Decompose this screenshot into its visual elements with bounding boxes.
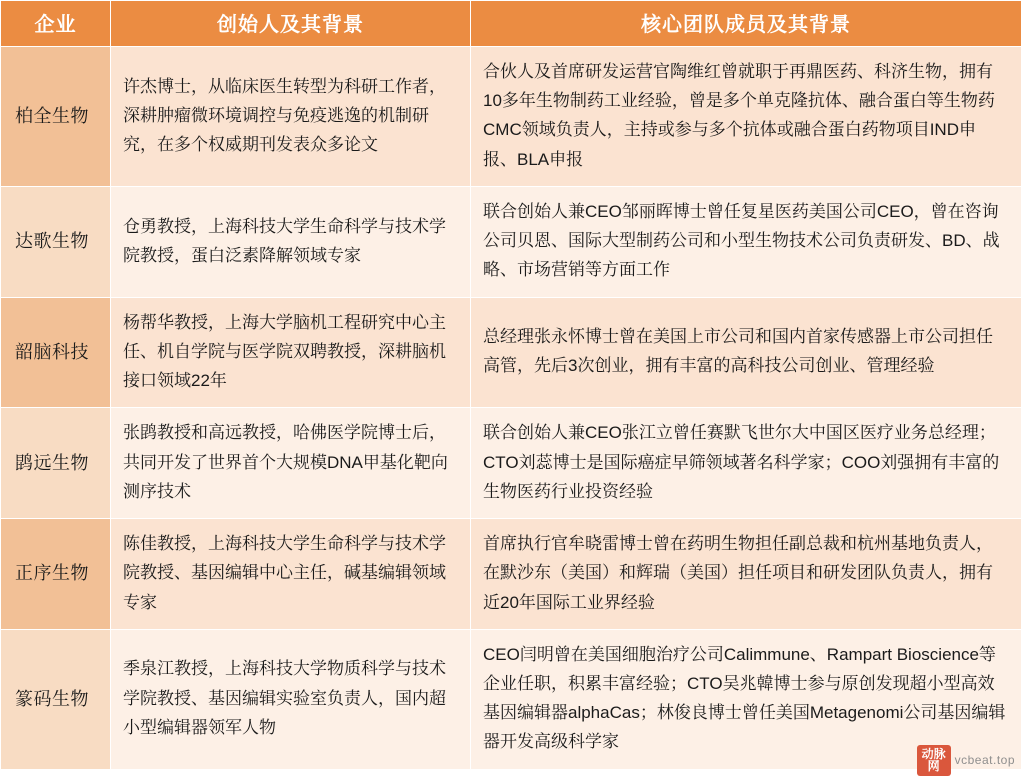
- cell-founder: 杨帮华教授，上海大学脑机工程研究中心主任、机自学院与医学院双聘教授，深耕脑机接口领域22年: [111, 297, 471, 408]
- table-row: [1, 297, 1021, 408]
- cell-company: 达歌生物: [1, 186, 111, 297]
- cell-team: 联合创始人兼CEO邹丽晖博士曾任复星医药美国公司CEO，曾在咨询公司贝恩、国际大型制药公司和小型生物技术公司负责研发、BD、战略、市场营销等方面工作: [471, 186, 1021, 297]
- cell-company: 韶脑科技: [1, 297, 111, 408]
- watermark-text: vcbeat.top: [954, 753, 1015, 768]
- column-header-team: 核心团队成员及其背景: [471, 1, 1021, 47]
- cell-team: 合伙人及首席研发运营官陶维红曾就职于再鼎医药、科济生物，拥有10多年生物制药工业经验，曾是多个单克隆抗体、融合蛋白等生物药CMC领域负责人，主持或参与多个抗体或融合蛋白药物项目IND申报、BLA申报: [471, 47, 1021, 187]
- table-row: [1, 47, 1021, 187]
- cell-company: 鹍远生物: [1, 408, 111, 519]
- cell-founder: 许杰博士，从临床医生转型为科研工作者，深耕肿瘤微环境调控与免疫逃逸的机制研究，在多个权威期刊发表众多论文: [111, 47, 471, 187]
- cell-founder: 仓勇教授，上海科技大学生命科学与技术学院教授，蛋白泛素降解领域专家: [111, 186, 471, 297]
- cell-team: CEO闫明曾在美国细胞治疗公司Calimmune、Rampart Bioscience等企业任职，积累丰富经验；CTO吴兆韓博士参与原创发现超小型高效基因编辑器alphaCas；林俊良博士曾任美国Metagenomi公司基因编辑器开发高级科学家: [471, 629, 1021, 769]
- cell-founder: 张鹍教授和高远教授，哈佛医学院博士后，共同开发了世界首个大规模DNA甲基化靶向测序技术: [111, 408, 471, 519]
- watermark-logo: 动脉网: [917, 745, 951, 776]
- cell-team: 总经理张永怀博士曾在美国上市公司和国内首家传感器上市公司担任高管，先后3次创业，拥有丰富的高科技公司创业、管理经验: [471, 297, 1021, 408]
- table-body: [1, 47, 1021, 770]
- cell-founder: 陈佳教授，上海科技大学生命科学与技术学院教授、基因编辑中心主任，碱基编辑领域专家: [111, 519, 471, 630]
- column-header-company: 企业: [1, 1, 111, 47]
- table-row: [1, 408, 1021, 519]
- cell-company: 篆码生物: [1, 629, 111, 769]
- table-row: [1, 186, 1021, 297]
- cell-founder: 季泉江教授，上海科技大学物质科学与技术学院教授、基因编辑实验室负责人，国内超小型编辑器领军人物: [111, 629, 471, 769]
- header-row: [1, 1, 1021, 47]
- cell-team: 首席执行官牟晓雷博士曾在药明生物担任副总裁和杭州基地负责人，在默沙东（美国）和辉瑞（美国）担任项目和研发团队负责人，拥有近20年国际工业界经验: [471, 519, 1021, 630]
- cell-company: 柏全生物: [1, 47, 111, 187]
- table-row: [1, 519, 1021, 630]
- table-header: [1, 1, 1021, 47]
- column-header-founder: 创始人及其背景: [111, 1, 471, 47]
- cell-company: 正序生物: [1, 519, 111, 630]
- cell-team: 联合创始人兼CEO张江立曾任赛默飞世尔大中国区医疗业务总经理；CTO刘蕊博士是国际癌症早筛领域著名科学家；COO刘强拥有丰富的生物医药行业投资经验: [471, 408, 1021, 519]
- table-row: [1, 629, 1021, 769]
- watermark: [917, 745, 1015, 776]
